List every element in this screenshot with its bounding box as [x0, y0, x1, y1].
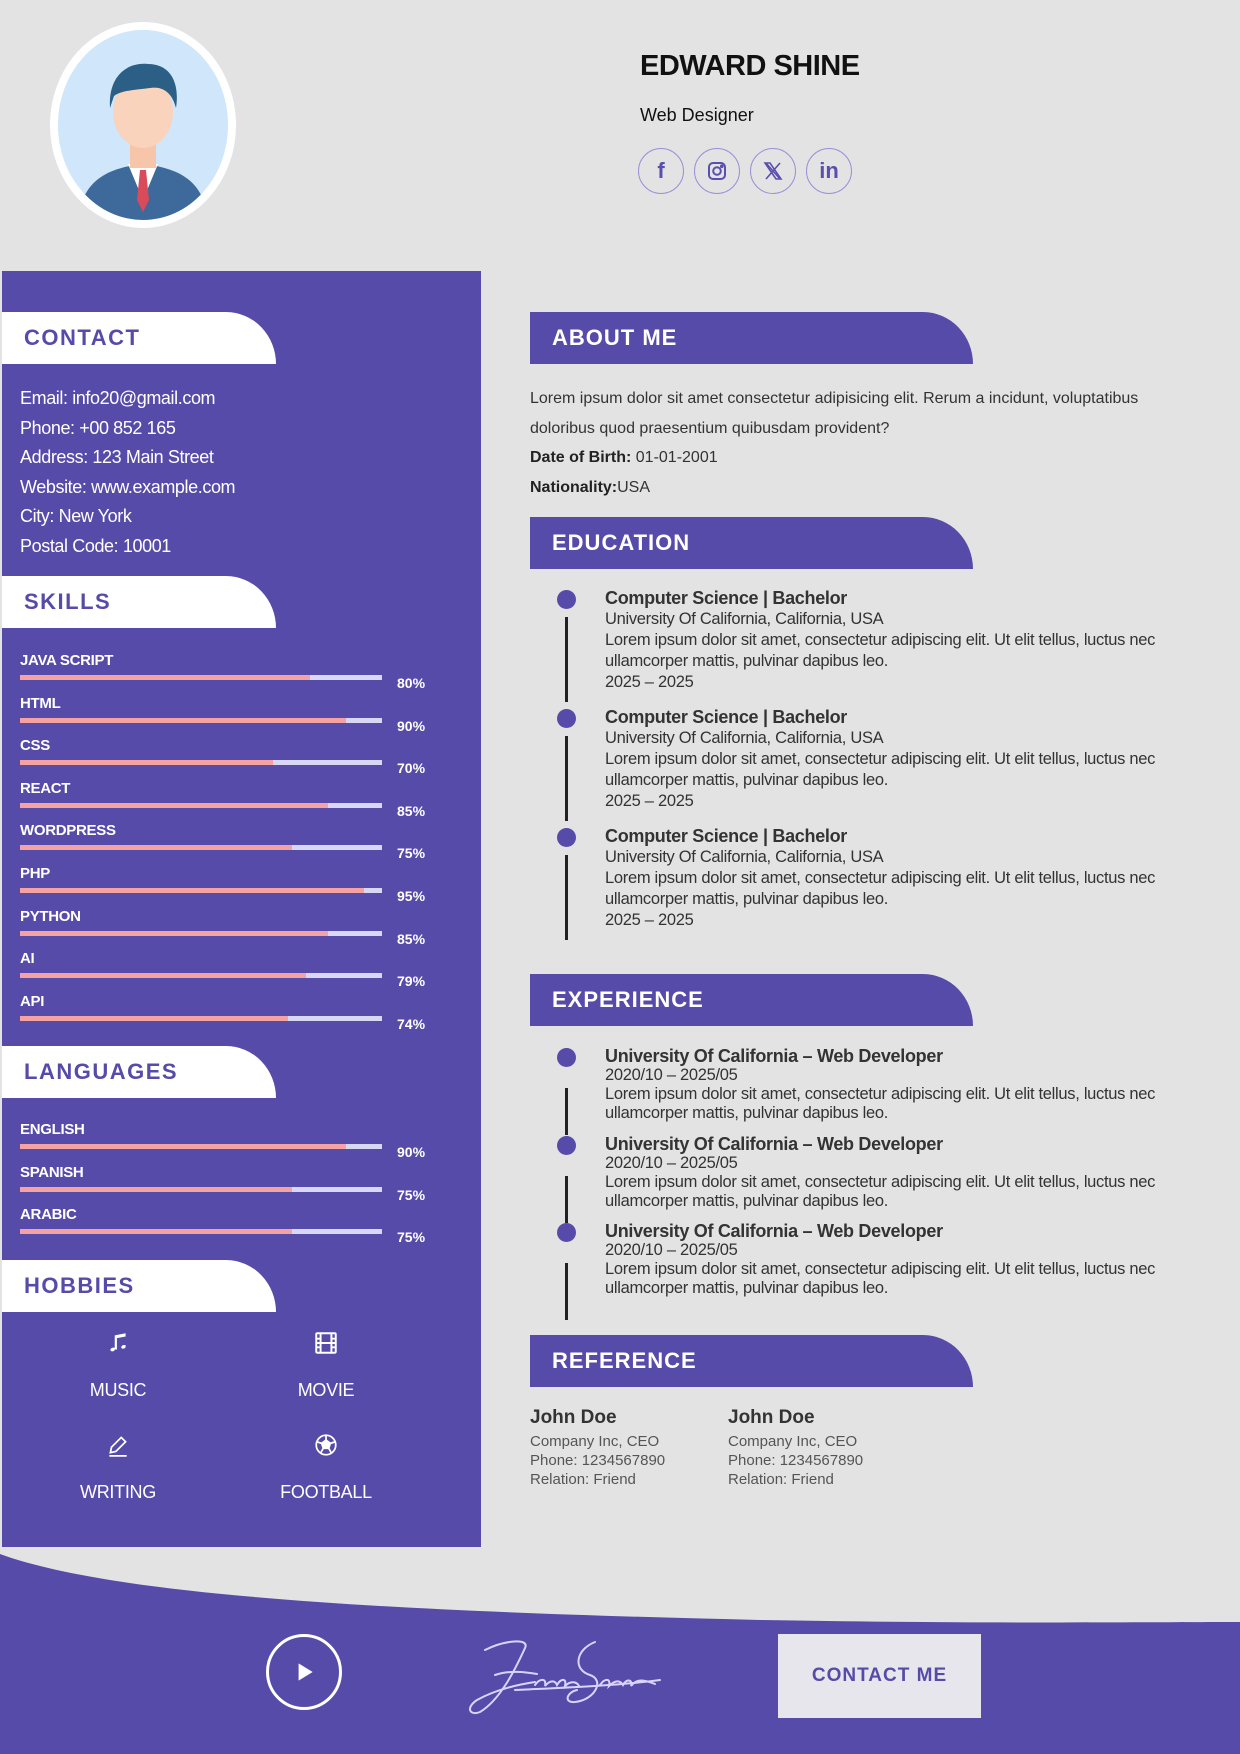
language-row [20, 1206, 440, 1248]
experience-title: University Of California – Web Developer [605, 1134, 943, 1154]
hobby-movie: MOVIE [246, 1330, 406, 1401]
experience-description: Lorem ipsum dolor sit amet, consectetur adipiscing elit. Ut elit tellus, luctus nec ullamcorper mattis, pulvinar dapibus leo. [605, 1173, 1156, 1210]
experience-heading: EXPERIENCE [530, 974, 973, 1026]
instagram-link[interactable] [694, 148, 740, 194]
language-bar-track [20, 1144, 382, 1149]
play-icon [291, 1659, 317, 1685]
skill-row [20, 780, 440, 822]
language-row [20, 1121, 440, 1163]
timeline-line [565, 617, 568, 702]
skill-percent: 79% [397, 973, 426, 990]
skill-name: WORDPRESS [20, 822, 116, 840]
experience-entry [605, 1135, 1185, 1211]
film-icon [313, 1330, 339, 1356]
education-title: Computer Science | Bachelor [605, 826, 848, 846]
skill-bar-fill [20, 760, 273, 765]
education-description: Lorem ipsum dolor sit amet, consectetur adipiscing elit. Ut elit tellus, luctus nec ullamcorper mattis, pulvinar dapibus leo. [605, 750, 1156, 789]
experience-dates: 2020/10 – 2025/05 [605, 1241, 738, 1259]
language-bar-fill [20, 1144, 346, 1149]
skill-name: PHP [20, 865, 50, 882]
language-row [20, 1164, 440, 1206]
contact-heading: CONTACT [2, 312, 276, 364]
about-text: Lorem ipsum dolor sit amet consectetur adipisicing elit. Rerum a incidunt, voluptatibus doloribus quod praesentium quibusdam provident? [530, 390, 1139, 437]
instagram-icon [705, 159, 729, 183]
play-button[interactable] [266, 1634, 342, 1710]
music-note-icon [105, 1330, 131, 1356]
reference-relation: Relation: Friend [530, 1471, 636, 1488]
contact-list [20, 384, 460, 562]
reference-company: Company Inc, CEO [728, 1433, 858, 1450]
education-school: University Of California, California, USA [605, 610, 884, 628]
experience-description: Lorem ipsum dolor sit amet, consectetur adipiscing elit. Ut elit tellus, luctus nec ullamcorper mattis, pulvinar dapibus leo. [605, 1085, 1156, 1122]
education-entry [605, 588, 1185, 693]
pencil-icon [105, 1432, 131, 1458]
date-of-birth: Date of Birth: 01-01-2001 [530, 449, 718, 466]
education-title: Computer Science | Bachelor [605, 707, 848, 727]
language-percent: 75% [397, 1229, 426, 1246]
timeline-dot [557, 590, 576, 609]
reference-name: John Doe [530, 1407, 617, 1428]
skill-bar-track [20, 1016, 382, 1021]
experience-title: University Of California – Web Developer [605, 1221, 943, 1241]
skill-percent: 85% [397, 802, 426, 819]
skill-bar-track [20, 803, 382, 808]
education-years: 2025 – 2025 [605, 911, 694, 929]
contact-me-button[interactable]: CONTACT ME [778, 1634, 981, 1718]
skills-heading: SKILLS [2, 576, 276, 628]
signature-image [455, 1630, 665, 1720]
timeline-dot [557, 1048, 576, 1067]
skill-bar-track [20, 973, 382, 978]
skill-name: PYTHON [20, 907, 81, 925]
skill-bar-fill [20, 675, 310, 680]
education-description: Lorem ipsum dolor sit amet, consectetur adipiscing elit. Ut elit tellus, luctus nec ullamcorper mattis, pulvinar dapibus leo. [605, 631, 1156, 670]
language-bar-track [20, 1229, 382, 1234]
timeline-line [565, 1176, 568, 1223]
skill-bar-fill [20, 803, 328, 808]
timeline-line [565, 1263, 568, 1320]
contact-email: Email: info20@gmail.com [20, 388, 216, 408]
skill-bar-fill [20, 1016, 288, 1021]
hobby-football: FOOTBALL [246, 1432, 406, 1503]
skill-percent: 75% [397, 845, 426, 862]
skill-bar-fill [20, 931, 328, 936]
language-bar-fill [20, 1187, 292, 1192]
skill-bar-fill [20, 845, 292, 850]
contact-city: City: New York [20, 506, 132, 527]
education-years: 2025 – 2025 [605, 792, 694, 810]
skill-name: API [20, 992, 45, 1010]
education-entry [605, 826, 1185, 931]
skill-bar-track [20, 718, 382, 723]
skill-bar-track [20, 760, 382, 765]
linkedin-link[interactable] [806, 148, 852, 194]
education-title: Computer Science | Bachelor [605, 588, 848, 608]
hobby-music: MUSIC [38, 1330, 198, 1401]
education-school: University Of California, California, USA [605, 848, 884, 866]
skill-name: JAVA SCRIPT [20, 652, 114, 669]
education-school: University Of California, California, USA [605, 729, 884, 747]
facebook-link[interactable] [638, 148, 684, 194]
reference-phone: Phone: 1234567890 [728, 1452, 864, 1469]
skill-row [20, 993, 440, 1035]
skill-name: AI [20, 950, 35, 968]
skill-bar-track [20, 845, 382, 850]
about-heading: ABOUT ME [530, 312, 973, 364]
language-name: ENGLISH [20, 1121, 85, 1138]
skill-percent: 85% [397, 930, 426, 947]
reference-name: John Doe [728, 1407, 815, 1428]
timeline-line [565, 736, 568, 821]
experience-description: Lorem ipsum dolor sit amet, consectetur adipiscing elit. Ut elit tellus, luctus nec ullamcorper mattis, pulvinar dapibus leo. [605, 1260, 1156, 1297]
education-description: Lorem ipsum dolor sit amet, consectetur adipiscing elit. Ut elit tellus, luctus nec ullamcorper mattis, pulvinar dapibus leo. [605, 869, 1156, 908]
contact-address: Address: 123 Main Street [20, 447, 214, 468]
timeline-dot [557, 1223, 576, 1242]
language-name: SPANISH [20, 1163, 84, 1181]
language-bar-track [20, 1187, 382, 1192]
skill-bar-track [20, 931, 382, 936]
skill-bar-fill [20, 888, 364, 893]
languages-heading: LANGUAGES [2, 1046, 276, 1098]
skill-bar-fill [20, 973, 306, 978]
education-heading: EDUCATION [530, 517, 973, 569]
linkedin-icon: in [819, 158, 839, 183]
skill-percent: 74% [397, 1015, 426, 1032]
contact-postal-code: Postal Code: 10001 [20, 535, 171, 556]
skill-percent: 95% [397, 888, 426, 904]
x-icon [761, 159, 785, 183]
experience-entry [605, 1222, 1185, 1298]
reference-item [530, 1404, 730, 1489]
education-entry [605, 707, 1185, 812]
skill-row [20, 737, 440, 779]
avatar-illustration [58, 30, 228, 220]
timeline-dot [557, 709, 576, 728]
language-percent: 75% [397, 1186, 426, 1203]
skill-row [20, 822, 440, 864]
timeline-line [565, 1088, 568, 1135]
about-section [530, 384, 1170, 502]
skill-row [20, 652, 440, 694]
skill-name: REACT [20, 779, 71, 797]
skill-bar-fill [20, 718, 346, 723]
nationality: Nationality:USA [530, 478, 651, 496]
timeline-dot [557, 828, 576, 847]
social-links [638, 148, 852, 194]
facebook-icon: f [657, 158, 665, 183]
skill-percent: 80% [397, 675, 426, 691]
language-name: ARABIC [20, 1206, 77, 1224]
reference-company: Company Inc, CEO [530, 1433, 660, 1450]
hobby-writing: WRITING [38, 1432, 198, 1503]
football-icon [313, 1432, 339, 1458]
skill-row [20, 695, 440, 737]
contact-phone: Phone: +00 852 165 [20, 417, 176, 438]
hobbies-heading: HOBBIES [2, 1260, 276, 1312]
skill-bar-track [20, 888, 382, 893]
person-role: Web Designer [640, 105, 754, 125]
skill-row [20, 950, 440, 992]
skill-percent: 90% [397, 717, 426, 734]
skill-percent: 70% [397, 760, 426, 777]
timeline-line [565, 855, 568, 940]
reference-relation: Relation: Friend [728, 1471, 834, 1488]
skill-row [20, 908, 440, 950]
language-bar-fill [20, 1229, 292, 1234]
experience-dates: 2020/10 – 2025/05 [605, 1154, 738, 1172]
x-link[interactable] [750, 148, 796, 194]
skill-row [20, 865, 440, 907]
reference-item [728, 1404, 928, 1489]
education-years: 2025 – 2025 [605, 673, 694, 691]
language-percent: 90% [397, 1144, 426, 1160]
person-name: EDWARD SHINE [640, 50, 860, 82]
reference-phone: Phone: 1234567890 [530, 1452, 666, 1469]
experience-entry [605, 1047, 1185, 1123]
experience-title: University Of California – Web Developer [605, 1046, 943, 1066]
experience-dates: 2020/10 – 2025/05 [605, 1066, 738, 1084]
timeline-dot [557, 1136, 576, 1155]
avatar [50, 22, 236, 228]
skill-name: CSS [20, 737, 50, 755]
reference-heading: REFERENCE [530, 1335, 973, 1387]
skill-bar-track [20, 675, 382, 680]
contact-website: Website: www.example.com [20, 476, 236, 497]
skill-name: HTML [20, 694, 61, 712]
